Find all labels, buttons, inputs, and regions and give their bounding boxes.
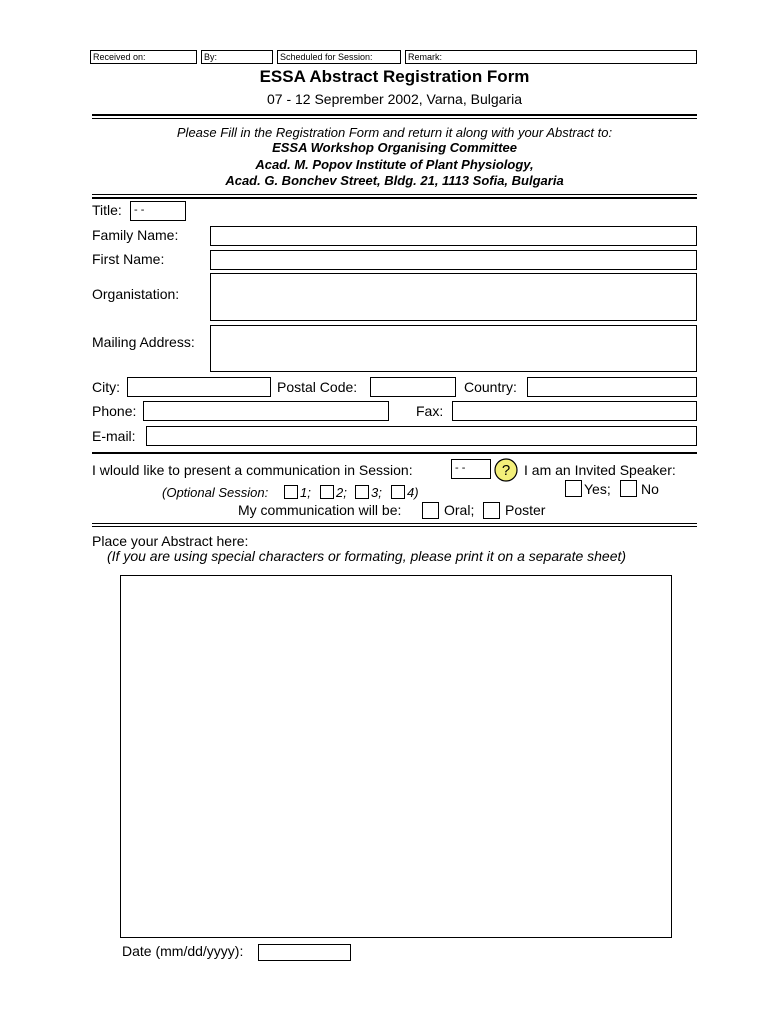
date-label: Date (mm/dd/yyyy): [122,943,244,959]
divider [92,523,697,524]
divider [92,118,697,119]
question-mark-icon[interactable] [494,458,518,482]
scheduled-session-label: Scheduled for Session: [280,52,373,62]
divider [92,114,697,116]
invited-yes-label: Yes; [584,481,611,497]
optional-session-2-checkbox[interactable] [320,485,334,499]
city-field[interactable] [127,377,271,397]
phone-label: Phone: [92,403,137,419]
optional-session-1-label: 1; [300,485,311,500]
received-on-label: Received on: [93,52,146,62]
abstract-textarea[interactable] [120,575,672,938]
optional-session-3-label: 3; [371,485,382,500]
remark-label: Remark: [408,52,443,62]
session-present-label: I wlould like to present a communication in Session: [92,462,413,478]
fax-label: Fax: [416,403,444,419]
oral-label: Oral; [444,502,475,518]
poster-label: Poster [505,502,546,518]
instructions-line: Please Fill in the Registration Form and return it along with your Abstract to: [176,125,613,140]
first-name-label: First Name: [92,251,165,267]
title-select[interactable] [130,201,186,221]
email-label: E-mail: [92,428,136,444]
by-field[interactable] [201,50,273,64]
abstract-note: (If you are using special characters or formating, please print it on a separate sheet) [107,548,627,564]
date-field[interactable] [258,944,351,961]
optional-session-label: (Optional Session: [162,485,269,500]
first-name-field[interactable] [210,250,697,270]
title-label: Title: [92,202,122,218]
invited-no-checkbox[interactable] [620,480,637,497]
title-select-value: - - [134,204,145,216]
country-label: Country: [464,379,517,395]
family-name-label: Family Name: [92,227,179,243]
phone-field[interactable] [143,401,389,421]
poster-checkbox[interactable] [483,502,500,519]
by-label: By: [204,52,218,62]
divider [92,452,697,454]
scheduled-session-field[interactable] [277,50,401,64]
invited-yes-checkbox[interactable] [565,480,582,497]
received-on-field[interactable] [90,50,197,64]
svg-text:?: ? [501,462,511,479]
divider [92,526,697,527]
optional-session-3-checkbox[interactable] [355,485,369,499]
divider [92,197,697,199]
communication-type-label: My communication will be: [238,502,402,518]
abstract-label: Place your Abstract here: [92,533,249,549]
institute-address: Acad. G. Bonchev Street, Bldg. 21, 1113 Sofia, Bulgaria [225,173,564,188]
committee-name: ESSA Workshop Organising Committee [272,140,517,155]
session-select[interactable] [451,459,491,479]
invited-no-label: No [641,481,659,497]
divider [92,194,697,195]
organisation-label: Organistation: [92,286,180,302]
email-field[interactable] [146,426,697,446]
institute-name: Acad. M. Popov Institute of Plant Physiology, [255,157,534,172]
fax-field[interactable] [452,401,697,421]
optional-session-2-label: 2; [336,485,347,500]
oral-checkbox[interactable] [422,502,439,519]
mailing-address-label: Mailing Address: [92,334,195,350]
invited-speaker-label: I am an Invited Speaker: [524,462,676,478]
session-select-value: - - [455,462,466,474]
event-dates: 07 - 12 Seprember 2002, Varna, Bulgaria [266,91,522,107]
optional-session-4-label: 4) [407,485,419,500]
family-name-field[interactable] [210,226,697,246]
remark-field[interactable] [405,50,697,64]
country-field[interactable] [527,377,697,397]
page-title: ESSA Abstract Registration Form [259,67,530,86]
organisation-field[interactable] [210,273,697,321]
postal-code-label: Postal Code: [277,379,358,395]
postal-code-field[interactable] [370,377,456,397]
optional-session-1-checkbox[interactable] [284,485,298,499]
city-label: City: [92,379,120,395]
optional-session-4-checkbox[interactable] [391,485,405,499]
mailing-address-field[interactable] [210,325,697,372]
